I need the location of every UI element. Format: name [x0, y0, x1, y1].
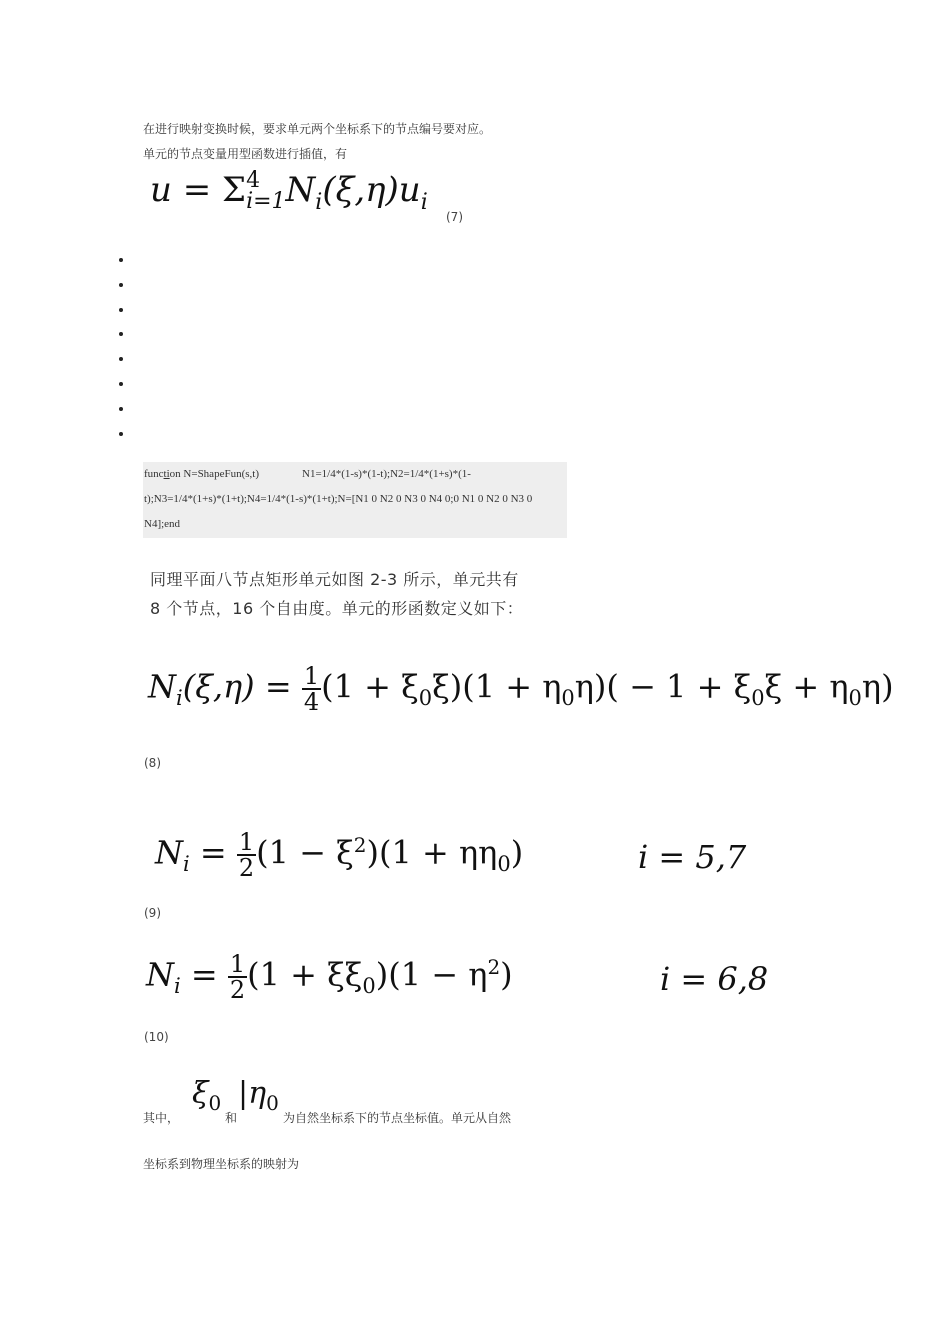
- eq7-func-sub: i: [315, 189, 323, 215]
- code-line-1: function N=ShapeFun(s,t): [144, 468, 259, 480]
- bullet-list: [116, 252, 134, 450]
- eq7-func: N: [285, 170, 316, 210]
- intro-line-1: 在进行映射变换时候，要求单元两个坐标系下的节点编号要对应。: [143, 122, 492, 136]
- code-block: [143, 462, 567, 538]
- eq10-condition: i = 6,8: [660, 960, 769, 998]
- eq10-number: (10): [144, 1030, 169, 1044]
- eq7-sigma-upper: 4: [246, 168, 261, 194]
- eq7-equals: =: [182, 170, 212, 210]
- closing-suffix: 为自然坐标系下的节点坐标值。单元从自然: [283, 1111, 512, 1125]
- equation-9: $N_i$ = $\frac{1}{2}$ $(1 - \xi^2)(1 + \eta\eta_0)$: [155, 828, 524, 882]
- eq10-fraction: $\frac{1}{2}$: [229, 950, 246, 1004]
- paragraph-line-1: 同理平面八节点矩形单元如图 2-3 所示，单元共有: [150, 570, 519, 589]
- eq7-u: u: [398, 170, 421, 210]
- intro-line-2: 单元的节点变量用型函数进行插值，有: [143, 147, 348, 161]
- eq7-number: (7): [446, 210, 463, 224]
- equation-8: $N_i(\xi,\eta)$ = $\frac{1}{4}$ $(1 + \xi_0\xi)(1 + \eta_0\eta)( - 1 + \xi_0\xi + \eta_0\eta)$: [148, 662, 894, 716]
- eq9-condition: i = 5,7: [638, 838, 747, 876]
- eq7-args: (ξ,η): [322, 170, 399, 210]
- eq7-u-sub: i: [420, 189, 428, 215]
- closing-and: 和: [225, 1111, 238, 1125]
- eq8-number: (8): [144, 756, 161, 770]
- equation-10: $N_i$ = $\frac{1}{2}$ $(1 + \xi\xi_0)(1 - \eta^2)$: [146, 950, 513, 1004]
- closing-prefix: 其中，: [143, 1111, 180, 1125]
- code-line-2: t);N3=1/4*(1+s)*(1+t);N4=1/4*(1-s)*(1+t);N=[N1 0 N2 0 N3 0 N4 0;0 N1 0 N2 0 N3 0: [144, 493, 533, 505]
- equation-7: [150, 170, 428, 215]
- closing-line-2: 坐标系到物理坐标系的映射为: [143, 1157, 300, 1171]
- closing-eta0: $|\eta_0$: [238, 1076, 279, 1115]
- eq8-fraction: $\frac{1}{4}$: [303, 662, 320, 716]
- code-line-3: N4];end: [144, 518, 181, 530]
- closing-xi0: $\xi_0$: [192, 1076, 222, 1115]
- eq7-lhs: u: [150, 170, 172, 210]
- paragraph-line-2: 8 个节点，16 个自由度。单元的形函数定义如下：: [150, 599, 524, 618]
- eq9-fraction: $\frac{1}{2}$: [238, 828, 255, 882]
- eq9-number: (9): [144, 906, 161, 920]
- code-line-1-tail: N1=1/4*(1-s)*(1-t);N2=1/4*(1+s)*(1-: [302, 468, 471, 480]
- eq7-sigma: Σ: [222, 170, 247, 210]
- eq7-sigma-lower: i=1: [246, 189, 286, 214]
